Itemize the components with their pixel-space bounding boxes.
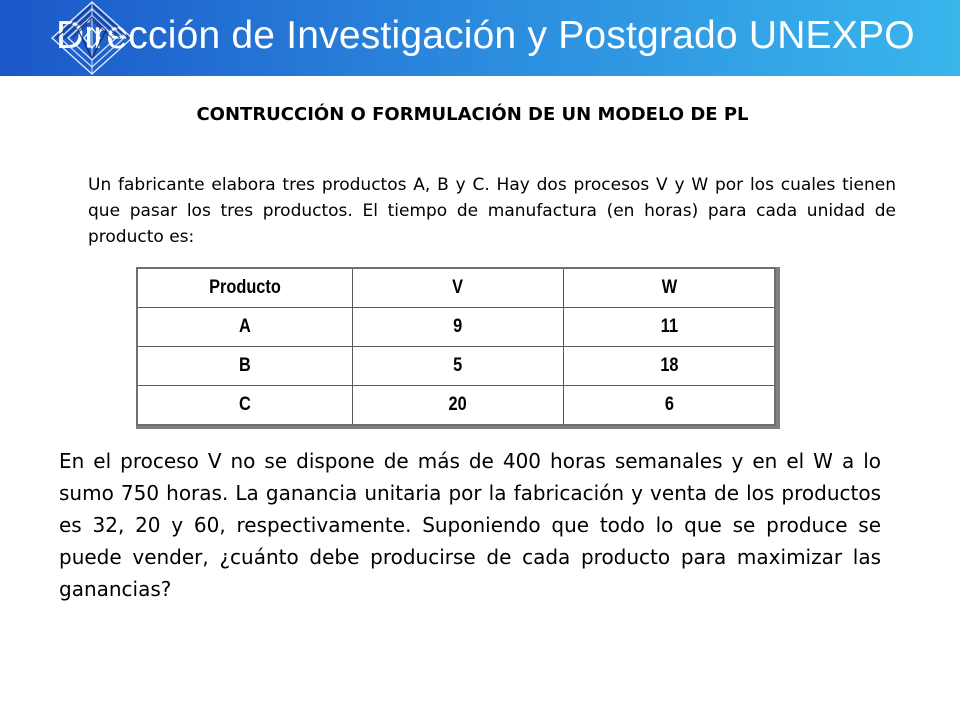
table-cell: 11 <box>579 308 761 347</box>
column-header-producto: Producto <box>152 268 337 308</box>
table-cell: C <box>152 386 337 426</box>
table-cell: 20 <box>367 386 549 426</box>
column-header-v: V <box>367 268 549 308</box>
table-cell: A <box>152 308 337 347</box>
table-cell: 5 <box>367 347 549 386</box>
intro-paragraph: Un fabricante elabora tres productos A, B y C. Hay dos procesos V y W por los cuales tienen que pasar los tres productos. El tiempo de manufactura (en horas) para cada unidad de producto es: <box>88 175 896 247</box>
header-banner <box>0 0 960 76</box>
table-cell: B <box>152 347 337 386</box>
table-cell: 18 <box>579 347 761 386</box>
table-header-row <box>137 268 775 308</box>
header-title: Dirección de Investigación y Postgrado UNEXPO <box>56 14 915 57</box>
problem-paragraph: En el proceso V no se dispone de más de 400 horas semanales y en el W a lo sumo 750 horas. La ganancia unitaria por la fabricación y venta de los productos es 32, 20 y 60, respectivamente. Suponiendo que todo lo que se produce se puede vender, ¿cuánto debe producirse de cada producto para maximizar las ganancias? <box>59 449 881 601</box>
table-cell: 9 <box>367 308 549 347</box>
unexpo-diamond-logo-icon <box>42 0 142 76</box>
table-shadow <box>136 267 780 429</box>
table-row <box>137 347 775 386</box>
column-header-w: W <box>579 268 761 308</box>
table-cell: 6 <box>579 386 761 426</box>
table-row <box>137 308 775 347</box>
page-title: CONTRUCCIÓN O FORMULACIÓN DE UN MODELO DE PL <box>196 104 749 125</box>
table-row <box>137 386 775 426</box>
manufacturing-time-table <box>136 267 776 426</box>
